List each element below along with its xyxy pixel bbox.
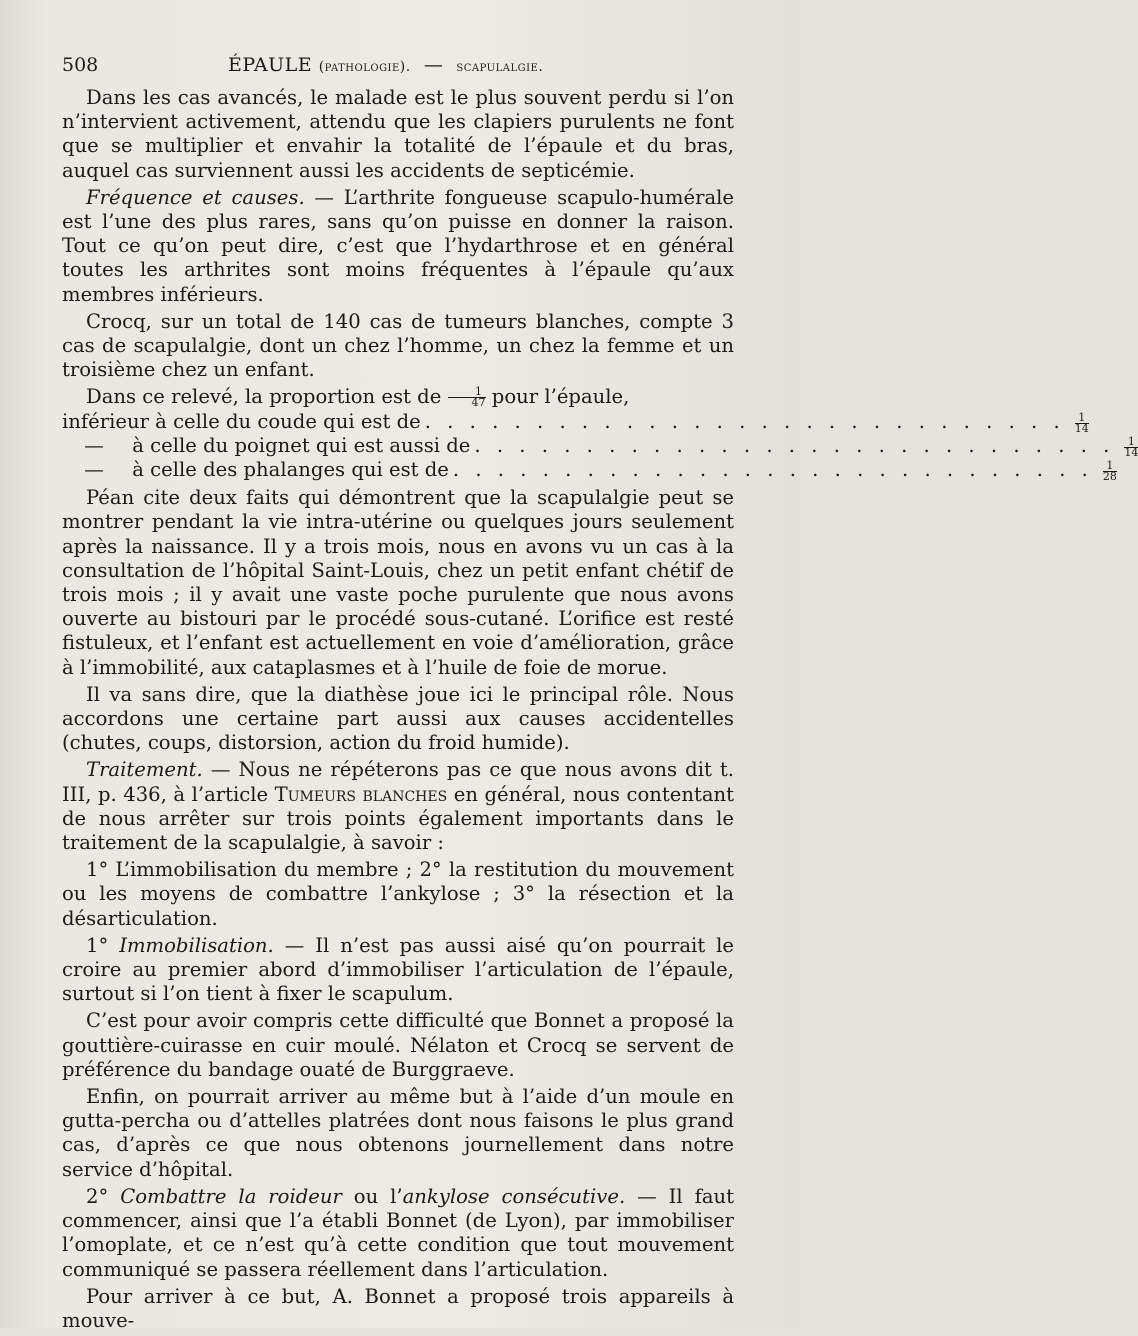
paragraph-proportion: Dans ce relevé, la proportion est de $\frac{1}{47}$ pour l’épaule,: [86, 385, 630, 410]
section-heading: Immobilisation.: [119, 933, 274, 957]
running-title: [228, 54, 543, 76]
ratio-row: [62, 458, 1117, 484]
ratio-table: [62, 409, 1138, 484]
header-subtitle: (pathologie).: [318, 59, 411, 75]
paragraph: 1° L’immobilisation du membre ; 2° la restitution du mouvement ou les moyens de combattre l’ankylose ; 3° la résection et la désarticulation.: [62, 858, 734, 930]
ratio-row: [62, 433, 1138, 460]
paragraph-frequence: Fréquence et causes. — L’arthrite fongueuse scapulo-humérale est l’une des plus rares, sans qu’on puisse en donner la raison. Tout ce qu’on peut dire, c’est que l’hydarthrose et en général toutes les arthrites sont moins fréquentes à l’épaule qu’aux membres inférieurs.: [62, 185, 734, 306]
fraction: $\frac{1}{14}$: [1074, 410, 1089, 435]
ratio-label: inférieur à celle du coude qui est de: [62, 409, 421, 433]
section-heading: Traitement.: [86, 758, 203, 782]
ratio-label: — à celle des phalanges qui est de: [62, 458, 449, 482]
page-number: 508: [62, 54, 99, 76]
ditto-dash: —: [84, 458, 104, 481]
fraction: $\frac{1}{47}$: [448, 387, 486, 408]
leader-dots: . . . . . . . . . . . . . . . . . . . . . . . . . . . . .: [452, 458, 1093, 481]
paragraph-traitement: Traitement. — Nous ne répéterons pas ce que nous avons dit t. III, p. 436, à l’article Tumeurs blanches en général, nous contentant de nous arrêter sur trois points également importants dans le traitement de la scapulalgie, à savoir :: [62, 758, 734, 855]
paragraph: Pour arriver à ce but, A. Bonnet a proposé trois appareils à mouve-: [62, 1284, 734, 1332]
page-body: [62, 86, 1138, 1336]
fraction: $\frac{1}{14}$: [1124, 435, 1138, 460]
leader-dots: . . . . . . . . . . . . . . . . . . . . . . . . . . . . .: [474, 433, 1115, 457]
ditto-dash: —: [84, 433, 104, 457]
paragraph: Péan cite deux faits qui démontrent que la scapulalgie peut se montrer pendant la vie intra-utérine ou quelques jours seulement après la naissance. Il y a trois mois, nous en avons vu un cas à la consultation de l’hôpital Saint-Louis, chez un petit enfant chétif de trois mois ; il y avait une vaste poche purulente que nous avons ouverte au bistouri par le procédé sous-cutané. L’orifice est resté fistuleux, et l’enfant est actuellement en voie d’amélioration, grâce à l’immobilité, aux cataplasmes et à l’huile de foie de morue.: [62, 486, 734, 679]
paragraph-ankylose: 2° Combattre la roideur ou l’ankylose consécutive. — Il faut commencer, ainsi que l’a établi Bonnet (de Lyon), par immobiliser l’omoplate, et ce n’est qu’à cette condition que tout mouvement communiqué se passera réellement dans l’articulation.: [62, 1184, 734, 1281]
paragraph: Dans les cas avancés, le malade est le plus souvent perdu si l’on n’intervient activement, attendu que les clapiers purulents ne font que se multiplier et envahir la totalité de l’épaule et du bras, auquel cas surviennent aussi les accidents de septicémie.: [62, 86, 734, 182]
fraction: $\frac{1}{28}$: [1102, 459, 1117, 484]
paragraph: Enfin, on pourrait arriver au même but à l’aide d’un moule en gutta-percha ou d’attelles platrées dont nous faisons le plus grand cas, d’après ce que nous obtenons journellement dans notre service d’hôpital.: [62, 1085, 734, 1181]
ratio-row: [62, 409, 1089, 435]
header-section: scapulalgie.: [456, 59, 544, 75]
ratio-label: — à celle du poignet qui est aussi de: [62, 434, 470, 458]
paragraph: Crocq, sur un total de 140 cas de tumeurs blanches, compte 3 cas de scapulalgie, dont un chez l’homme, un chez la femme et un troisième chez un enfant.: [62, 309, 734, 382]
paragraph-immobilisation: 1° Immobilisation. — Il n’est pas aussi aisé qu’on pourrait le croire au premier abord d’immobiliser l’articulation de l’épaule, surtout si l’on tient à fixer le scapulum.: [62, 933, 734, 1006]
paragraph: Il va sans dire, que la diathèse joue ici le principal rôle. Nous accordons une certaine part aussi aux causes accidentelles (chutes, coups, distorsion, action du froid humide).: [62, 682, 734, 755]
section-heading: Fréquence et causes.: [86, 185, 305, 209]
leader-dots: . . . . . . . . . . . . . . . . . . . . . . . . . . . . .: [424, 409, 1065, 433]
section-heading: Combattre la roideur: [120, 1184, 342, 1208]
paragraph: C’est pour avoir compris cette difficulté que Bonnet a proposé la gouttière-cuirasse en cuir moulé. Nélaton et Crocq se servent de préférence du bandage ouaté de Burggraeve.: [62, 1009, 734, 1081]
header-separator: —: [423, 54, 444, 76]
running-header: [62, 54, 760, 84]
header-title: ÉPAULE: [228, 54, 313, 76]
